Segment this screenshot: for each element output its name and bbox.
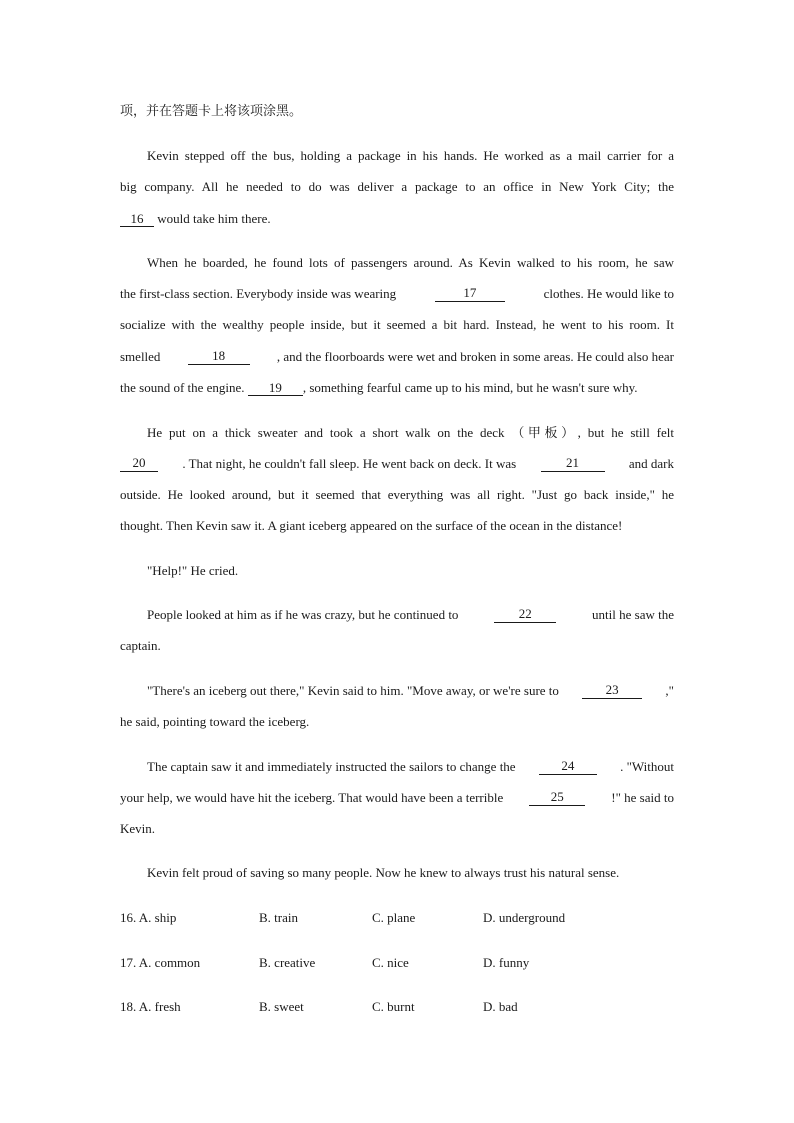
instruction-text: 项，并在答题卡上将该项涂黑。 — [120, 104, 303, 119]
p1-line3 — [120, 211, 674, 227]
p2-line3: socialize with the wealthy people inside, but it seemed a bit hard. Instead, he went to his room. It — [120, 317, 674, 332]
p7-line1-before: The captain saw it and immediately instructed the sailors to change the — [147, 759, 516, 774]
option-18-a: 18. A. fresh — [120, 999, 181, 1014]
option-17-d: D. funny — [483, 955, 530, 970]
blank-24: 24 — [539, 759, 597, 775]
p5-line1-after: until he saw the — [592, 607, 674, 622]
p7-line3: Kevin. — [120, 821, 156, 836]
blank-19: 19 — [248, 381, 303, 396]
p2-line2-before: the first-class section. Everybody inside was wearing — [120, 286, 397, 301]
p3-line2-mid: . That night, he couldn't fall sleep. He went back on deck. It was — [182, 456, 517, 471]
p4-line: "Help!" He cried. — [147, 563, 239, 578]
blank-17: 17 — [435, 286, 505, 302]
p7-line2-before: your help, we would have hit the iceberg. That would have been a terrible — [120, 790, 504, 805]
blank-16: 16 — [120, 212, 154, 227]
option-17-a: 17. A. common — [120, 955, 201, 970]
option-16-d: D. underground — [483, 910, 566, 925]
p2-line2 — [120, 286, 674, 302]
blank-25: 25 — [529, 790, 585, 806]
p7-line2-after: !" he said to — [611, 790, 674, 805]
option-17-b: B. creative — [259, 955, 316, 970]
option-17-c: C. nice — [372, 955, 409, 970]
p3-line1: He put on a thick sweater and took a short walk on the deck （甲板）, but he still felt — [147, 425, 674, 440]
option-16-b: B. train — [259, 910, 298, 925]
option-16-a: 16. A. ship — [120, 910, 177, 925]
p2-line5 — [120, 380, 674, 396]
options-row-18 — [120, 999, 674, 1015]
option-18-b: B. sweet — [259, 999, 304, 1014]
p5-line2: captain. — [120, 638, 161, 653]
p3-line3: outside. He looked around, but it seemed that everything was all right. "Just go back inside," he — [120, 487, 674, 502]
p7-line1-after: . "Without — [620, 759, 674, 774]
p5-line1 — [120, 607, 674, 623]
option-16-c: C. plane — [372, 910, 416, 925]
p6-line1 — [120, 683, 674, 699]
blank-23: 23 — [582, 683, 642, 699]
p1-line3-text: would take him there. — [154, 211, 271, 226]
p8-line: Kevin felt proud of saving so many people. Now he knew to always trust his natural sense. — [147, 865, 620, 880]
p2-line5-after: , something fearful came up to his mind, but he wasn't sure why. — [302, 380, 638, 395]
p2-line4-before: smelled — [120, 349, 161, 364]
blank-21: 21 — [541, 456, 605, 472]
option-18-c: C. burnt — [372, 999, 415, 1014]
p5-line1-before: People looked at him as if he was crazy, but he continued to — [147, 607, 459, 622]
p3-line4: thought. Then Kevin saw it. A giant iceberg appeared on the surface of the ocean in the distance! — [120, 518, 623, 533]
blank-20: 20 — [120, 456, 158, 472]
blank-18: 18 — [188, 349, 250, 365]
p2-line5-before: the sound of the engine. — [120, 380, 248, 395]
p1-line1: Kevin stepped off the bus, holding a package in his hands. He worked as a mail carrier for a — [147, 148, 674, 163]
p2-line4-after: , and the floorboards were wet and broken in some areas. He could also hear — [276, 349, 674, 364]
options-row-17 — [120, 955, 674, 971]
p7-line1 — [120, 759, 674, 775]
p3-line2 — [120, 456, 674, 472]
p6-line1-before: "There's an iceberg out there," Kevin said to him. "Move away, or we're sure to — [147, 683, 559, 698]
p2-line4 — [120, 349, 674, 365]
p6-line2: he said, pointing toward the iceberg. — [120, 714, 310, 729]
p7-line2 — [120, 790, 674, 806]
p1-line2: big company. All he needed to do was deliver a package to an office in New York City; the — [120, 179, 674, 194]
option-18-d: D. bad — [483, 999, 518, 1014]
p2-line1: When he boarded, he found lots of passengers around. As Kevin walked to his room, he saw — [147, 255, 674, 270]
options-row-16 — [120, 910, 674, 926]
p2-line2-after: clothes. He would like to — [543, 286, 674, 301]
p6-line1-after: ," — [665, 683, 674, 698]
blank-22: 22 — [494, 607, 556, 623]
p3-line2-after: and dark — [628, 456, 674, 471]
